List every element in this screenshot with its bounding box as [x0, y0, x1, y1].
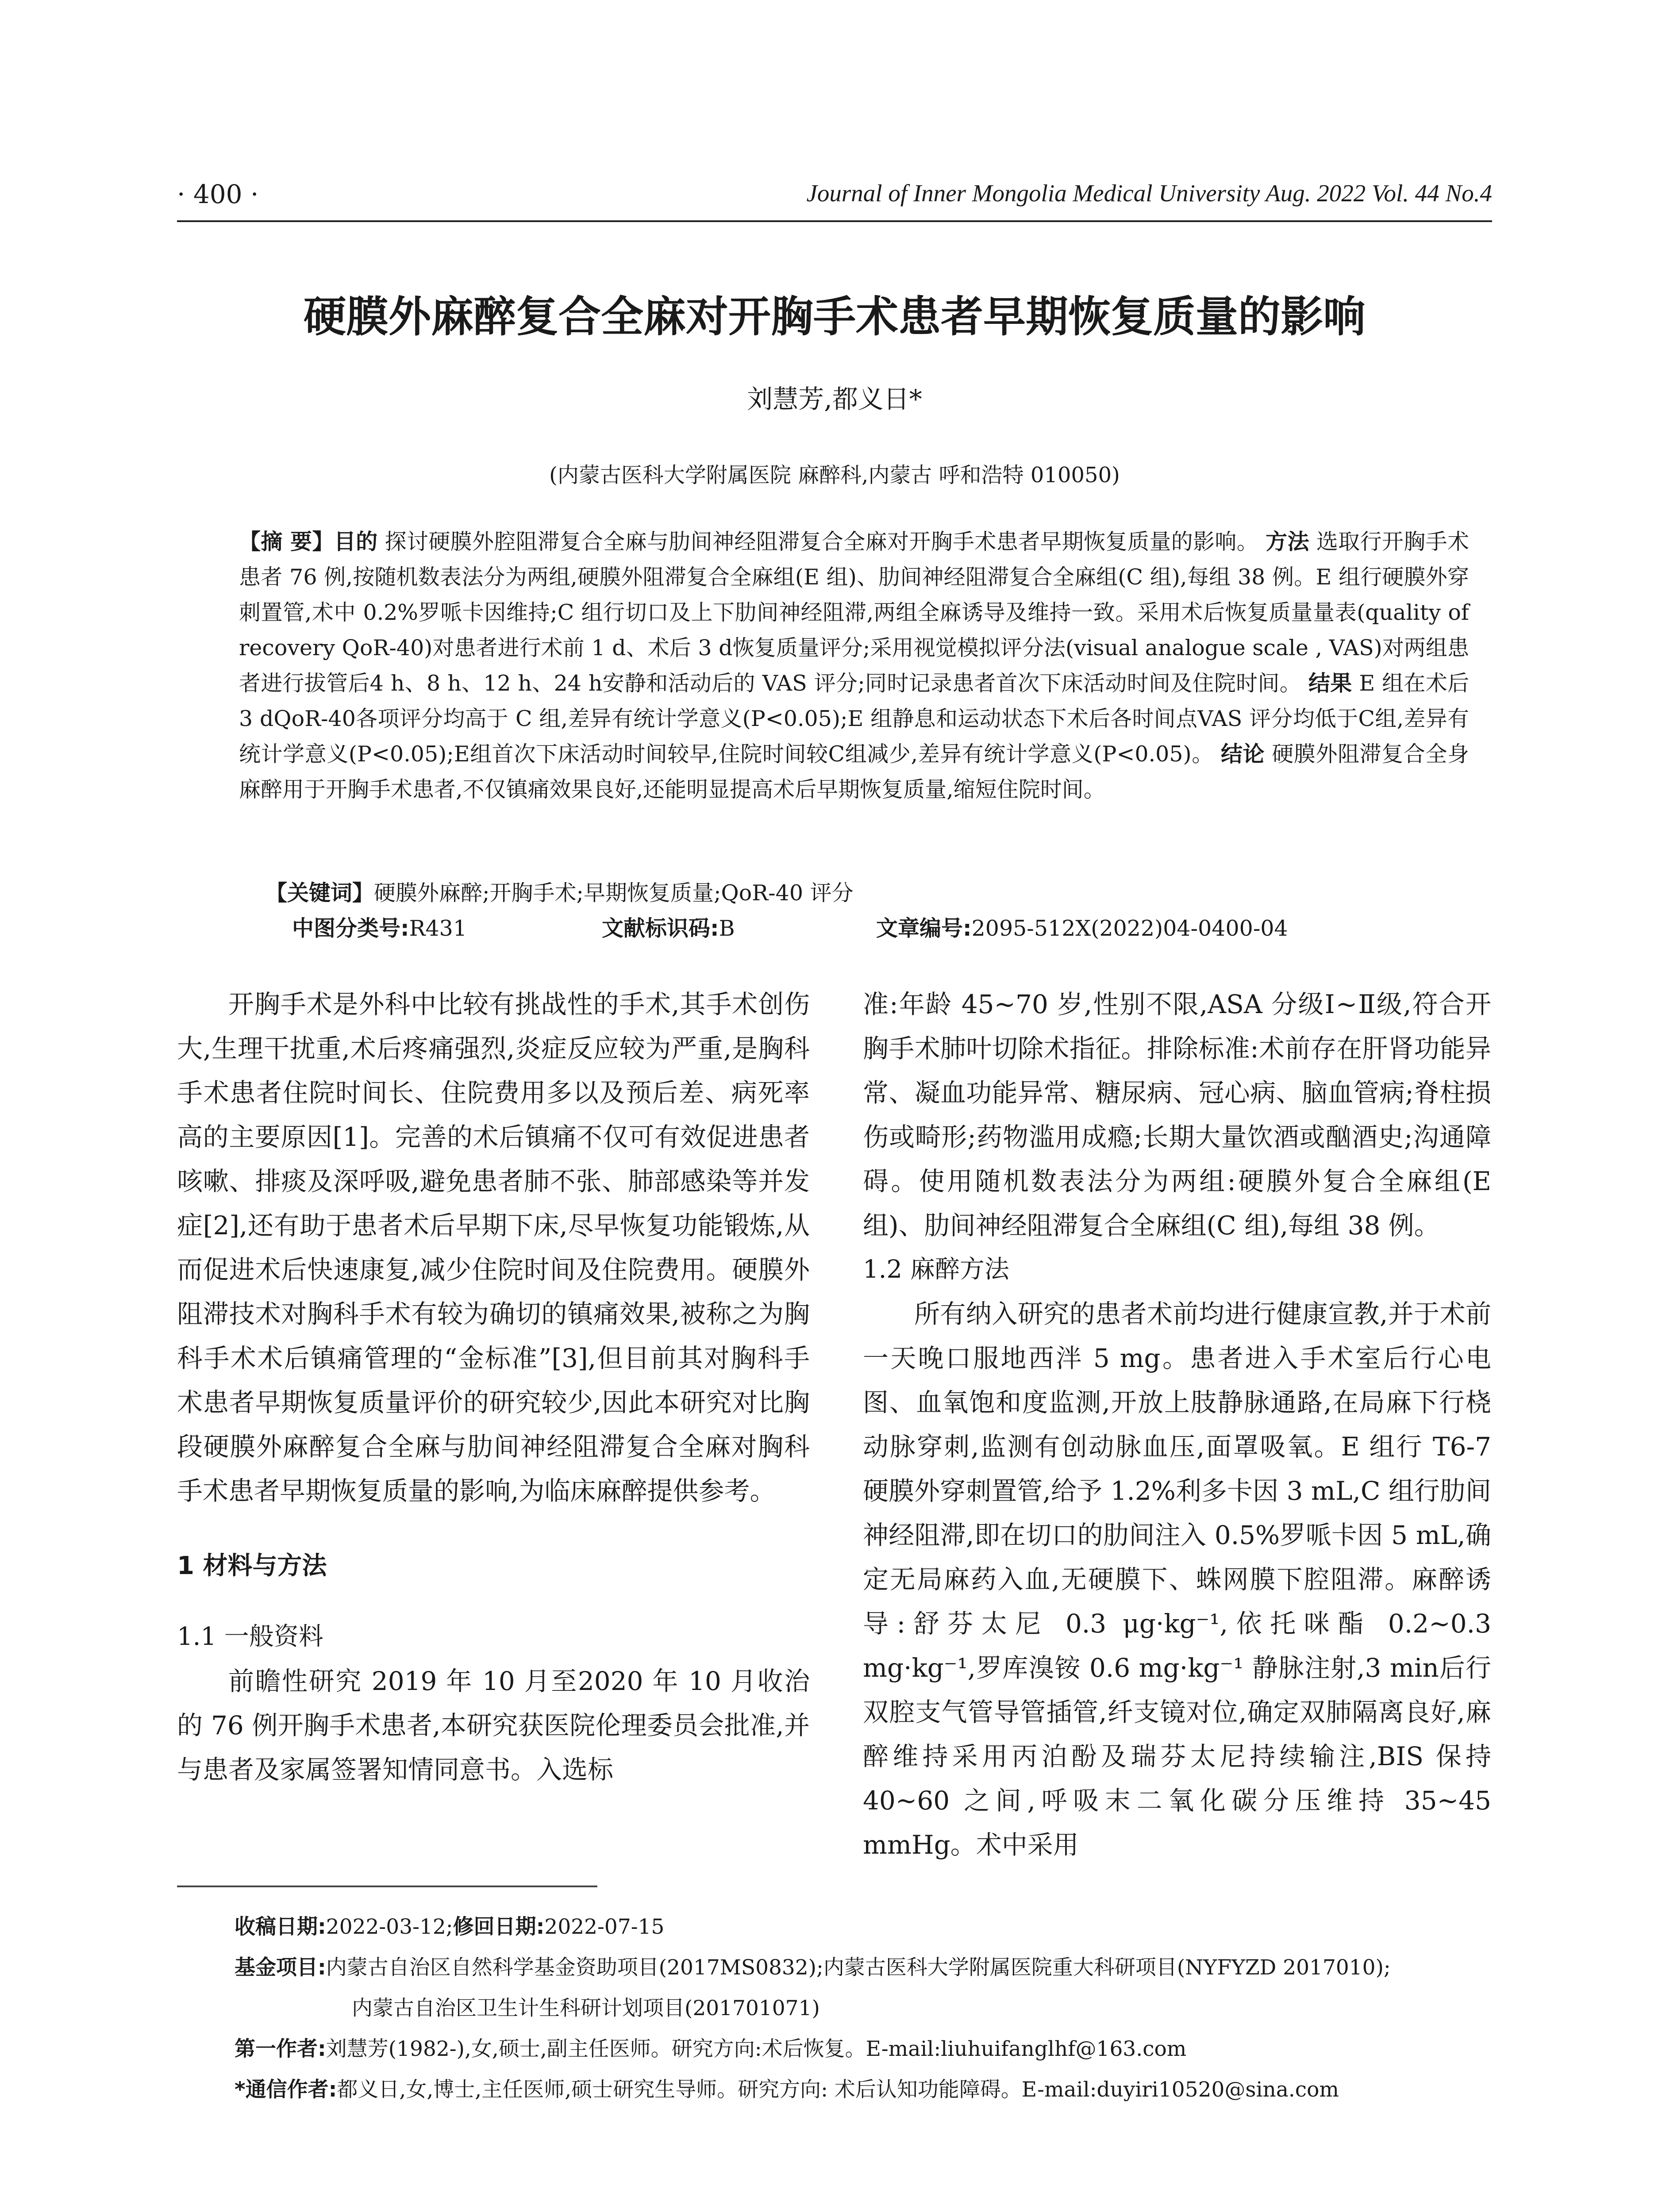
section-1-1-heading: 1.1 一般资料 [177, 1622, 323, 1651]
abstract [239, 524, 1469, 807]
keywords [265, 876, 1469, 907]
revised-label: 修回日期: [453, 1915, 545, 1939]
inclusion-criteria-paragraph: 准:年龄 45~70 岁,性别不限,ASA 分级Ⅰ~Ⅱ级,符合开胸手术肺叶切除术指征。排除标准:术前存在肝肾功能异常、凝血功能异常、糖尿病、冠心病、脑血管病;脊柱损伤或畸形;药物滥用成瘾;长期大量饮酒或酗酒史;沟通障碍。使用随机数表法分为两组:硬膜外复合全麻组(E 组)、肋间神经阻滞复合全麻组(C 组),每组 38 例。 [863, 989, 1491, 1240]
anesthesia-method-paragraph: 所有纳入研究的患者术前均进行健康宣教,并于术前一天晚口服地西泮 5 mg。患者进入手术室后行心电图、血氧饱和度监测,开放上肢静脉通路,在局麻下行桡动脉穿刺,监测有创动脉血压,面罩吸氧。E 组行 T6-7 硬膜外穿刺置管,给予 1.2%利多卡因 3 mL,C 组行肋间神经阻滞,即在切口的肋间注入 0.5%罗哌卡因 5 mL,确定无局麻药入血,无硬膜下、蛛网膜下腔阻滞。麻醉诱导:舒芬太尼 0.3 μg·kg⁻¹,依托咪酯 0.2~0.3 mg·kg⁻¹,罗库溴铵 0.6 mg·kg⁻¹ 静脉注射,3 min后行双腔支气管导管插管,纤支镜对位,确定双肺隔离良好,麻醉维持采用丙泊酚及瑞芬太尼持续输注,BIS 保持 40~60 之间,呼吸末二氧化碳分压维持 35~45 mmHg。术中采用 [863, 1299, 1491, 1860]
conclusion-text: 硬膜外阻滞复合全身麻醉用于开胸手术患者,不仅镇痛效果良好,还能明显提高术后早期恢复质量,缩短住院时间。 [239, 741, 1469, 802]
corresponding-author [235, 2070, 1491, 2110]
doc-value: B [719, 916, 735, 941]
footnote-rule [177, 1886, 597, 1887]
conclusion-label: 结论 [1220, 741, 1265, 767]
section-1-heading: 1 材料与方法 [177, 1551, 327, 1580]
running-header [177, 179, 1492, 219]
document-code [602, 911, 735, 942]
first-author-label: 第一作者: [235, 2037, 326, 2061]
article-number [876, 911, 1288, 942]
authors: 刘慧芳,都义日* [747, 384, 922, 414]
keywords-text: 硬膜外麻醉;开胸手术;早期恢复质量;QoR-40 评分 [374, 880, 854, 906]
received-value: 2022-03-12; [326, 1915, 453, 1939]
keywords-label: 【关键词】 [265, 880, 374, 906]
results-label: 结果 [1308, 671, 1352, 696]
fund-line [235, 1947, 1491, 1988]
fund-value-1: 内蒙古自治区自然科学基金资助项目(2017MS0832);内蒙古医科大学附属医院重大科研项目(NYFYZD 2017010); [326, 1955, 1391, 1980]
first-author [235, 2029, 1491, 2070]
corresponding-label: *通信作者: [235, 2078, 337, 2102]
clc-number [292, 911, 467, 942]
paper-title: 硬膜外麻醉复合全麻对开胸手术患者早期恢复质量的影响 [304, 292, 1366, 342]
page-number: · 400 · [177, 179, 259, 209]
fund-line-2: 内蒙古自治区卫生计生科研计划项目(201701071) [352, 1996, 820, 2020]
clc-label: 中图分类号: [292, 916, 409, 941]
footnotes [235, 1907, 1491, 2110]
corresponding-value: 都义日,女,博士,主任医师,硕士研究生导师。研究方向: 术后认知功能障碍。E-mail:duyiri10520@sina.com [337, 2078, 1339, 2102]
first-author-value: 刘慧芳(1982-),女,硕士,副主任医师。研究方向:术后恢复。E-mail:liuhuifanglhf@163.com [326, 2037, 1187, 2061]
objective-label: 目的 [334, 529, 378, 554]
revised-value: 2022-07-15 [544, 1915, 665, 1939]
fund-label: 基金项目: [235, 1955, 326, 1980]
article-label: 文章编号: [876, 916, 972, 941]
general-info-paragraph: 前瞻性研究 2019 年 10 月至2020 年 10 月收治的 76 例开胸手术患者,本研究获医院伦理委员会批准,并与患者及家属签署知情同意书。入选标 [177, 1666, 810, 1785]
header-rule [177, 220, 1492, 222]
abstract-label: 【摘 要】 [239, 529, 334, 554]
section-1-2-heading: 1.2 麻醉方法 [863, 1255, 1009, 1284]
article-value: 2095-512X(2022)04-0400-04 [971, 916, 1288, 941]
journal-citation: Journal of Inner Mongolia Medical University Aug. 2022 Vol. 44 No.4 [806, 180, 1492, 207]
results-text: E 组在术后 3 dQoR-40各项评分均高于 C 组,差异有统计学意义(P<0.05);E 组静息和运动状态下术后各时间点VAS 评分均低于C组,差异有统计学意义(P<0.05);E组首次下床活动时间较早,住院时间较C组减少,差异有统计学意义(P<0.05)。 [239, 671, 1470, 767]
received-date [235, 1907, 1491, 1947]
affiliation: (内蒙古医科大学附属医院 麻醉科,内蒙古 呼和浩特 010050) [549, 463, 1120, 488]
intro-paragraph: 开胸手术是外科中比较有挑战性的手术,其手术创伤大,生理干扰重,术后疼痛强烈,炎症反应较为严重,是胸科手术患者住院时间长、住院费用多以及预后差、病死率高的主要原因[1]。完善的术后镇痛不仅可有效促进患者咳嗽、排痰及深呼吸,避免患者肺不张、肺部感染等并发症[2],还有助于患者术后早期下床,尽早恢复功能锻炼,从而促进术后快速康复,减少住院时间及住院费用。硬膜外阻滞技术对胸科手术有较为确切的镇痛效果,被称之为胸科手术术后镇痛管理的“金标准”[3],但目前其对胸科手术患者早期恢复质量评价的研究较少,因此本研究对比胸段硬膜外麻醉复合全麻与肋间神经阻滞复合全麻对胸科手术患者早期恢复质量的影响,为临床麻醉提供参考。 [177, 989, 810, 1506]
clc-value: R431 [409, 916, 467, 941]
doc-label: 文献标识码: [602, 916, 719, 941]
objective-text: 探讨硬膜外腔阻滞复合全麻与肋间神经阻滞复合全麻对开胸手术患者早期恢复质量的影响。 [385, 529, 1259, 554]
methods-label: 方法 [1266, 529, 1309, 554]
received-label: 收稿日期: [235, 1915, 326, 1939]
body-left-column [177, 982, 810, 1792]
methods-text: 选取行开胸手术患者 76 例,按随机数表法分为两组,硬膜外阻滞复合全麻组(E 组)、肋间神经阻滞复合全麻组(C 组),每组 38 例。E 组行硬膜外穿刺置管,术中 0.2%罗哌卡因维持;C 组行切口及上下肋间神经阻滞,两组全麻诱导及维持一致。采用术后恢复质量量表(quality of recovery QoR-40)对患者进行术前 1 d、术后 3 d恢复质量评分;采用视觉模拟评分法(visual analogue scale , VAS)对两组患者进行拔管后4 h、8 h、12 h、24 h安静和活动后的 VAS 评分;同时记录患者首次下床活动时间及住院时间。 [239, 529, 1470, 696]
body-right-column [863, 982, 1491, 1867]
